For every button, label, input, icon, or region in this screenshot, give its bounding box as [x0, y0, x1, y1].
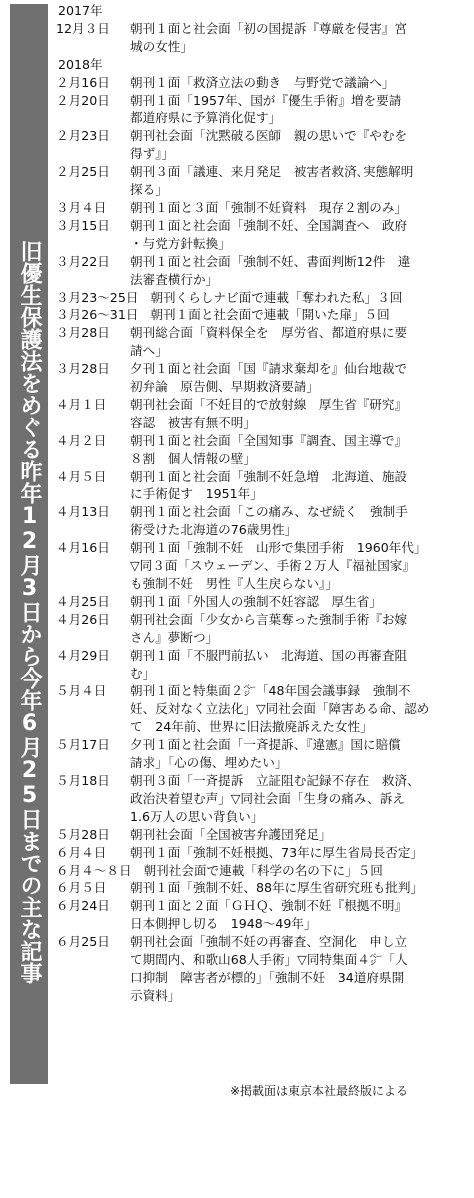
- entry-description: 朝刊社会面「不妊目的で放射線 厚生省『研究』 容認 被害有無不明」: [130, 396, 408, 430]
- entry-description: 夕刊１面と社会面「国『請求棄却を』仙台地裁で 初弁論 原告側、早期救済要請」: [130, 361, 408, 395]
- article-entry: [56, 74, 468, 92]
- article-entry: [56, 306, 468, 324]
- entry-description: 朝刊社会面「沈黙破る医師 親の思いで『やむを 得ず』」: [130, 128, 408, 162]
- article-entry: [56, 736, 468, 772]
- entry-date: ３月４日: [56, 199, 107, 215]
- article-entry: [56, 324, 468, 360]
- article-entry: [56, 879, 468, 897]
- entry-description: 夕刊１面と社会面「一斉提訴、『違憲』国に賠償 請求」「心の傷、埋めたい」: [130, 737, 401, 771]
- article-entry: [56, 844, 468, 862]
- entry-date: ２月25日: [56, 164, 110, 180]
- entry-description: 朝刊社会面「強制不妊の再審査、空洞化 申し立 て期間内、和歌山68人手術」▽同特集面４㌻「人 口抑制 障害者が標的」「強制不妊 34道府県開 示資料」: [130, 934, 408, 1003]
- article-entry: [56, 468, 468, 504]
- entry-date: 12月３日: [56, 20, 110, 36]
- entry-date: ６月４〜８日: [56, 862, 132, 878]
- year-label: 2018年: [58, 56, 103, 72]
- entry-date: ４月５日: [56, 468, 107, 484]
- entry-date: ５月28日: [56, 826, 110, 842]
- article-entry: [56, 92, 468, 128]
- entry-date: ３月28日: [56, 361, 110, 377]
- entry-description: 朝刊くらしナビ面で連載「奪われた私」３回: [150, 289, 403, 305]
- entry-description: 朝刊１面「1957年、国が『優生手術』増を要請 都道府県に予算消化促す」: [130, 92, 402, 126]
- footer-note: ※掲載面は東京本社最終版による: [230, 1084, 409, 1098]
- entry-description: 朝刊１面「外国人の強制不妊容認 厚生省」: [130, 593, 382, 609]
- entry-description: 朝刊３面「議連、来月発足 被害者救済､実態解明 探る」: [130, 164, 414, 198]
- entry-description: 朝刊社会面「少女から言葉奪った強制手術『お嫁 さん』夢断つ」: [130, 611, 408, 645]
- entry-description: 朝刊１面「強制不妊、88年に厚生省研究班も批判」: [130, 880, 424, 896]
- entry-date: ６月24日: [56, 898, 110, 914]
- entry-date: ２月20日: [56, 92, 110, 108]
- article-entry: [56, 682, 468, 736]
- article-entry: [56, 897, 468, 933]
- entry-date: ３月28日: [56, 325, 110, 341]
- entry-date: ３月23〜25日: [56, 289, 139, 305]
- entry-date: ２月16日: [56, 74, 110, 90]
- entry-date: ６月４日: [56, 844, 107, 860]
- article-entry: [56, 503, 468, 539]
- article-entry: [56, 289, 468, 307]
- entry-description: 朝刊１面と２面「ＧＨＱ、強制不妊『根拠不明』 日本側押し切る 1948〜49年」: [130, 898, 408, 932]
- entry-description: 朝刊３面「一斉提訴 立証阻む記録不存在 救済、 政治決着望む声」▽同社会面「生身の痛み、訴え 1.6万人の思い背負い」: [130, 772, 420, 824]
- entry-date: ３月26〜31日: [56, 307, 139, 323]
- article-entry: [56, 217, 468, 253]
- entry-description: 朝刊１面「強制不妊 山形で集団手術 1960年代」 ▽同３面「スウェーデン、手術２万人『福祉国家』 も強制不妊 男性『人生戻らない』」: [130, 540, 427, 591]
- entry-description: 朝刊１面と社会面「強制不妊、全国調査へ 政府 ・与党方針転換」: [130, 217, 408, 251]
- entry-description: 朝刊１面と社会面で連載「開いた扉」５回: [150, 307, 390, 323]
- entry-date: ５月４日: [56, 683, 107, 699]
- entry-description: 朝刊１面と３面「強制不妊資料 現存２割のみ」: [130, 199, 408, 215]
- entry-date: ６月25日: [56, 934, 110, 950]
- entry-date: ５月17日: [56, 737, 110, 753]
- entry-date: ３月22日: [56, 253, 110, 269]
- entry-description: 朝刊１面と社会面「全国知事『調査、国主導で』 ８割 個人情報の壁」: [130, 432, 408, 466]
- entry-description: 朝刊社会面「全国被害弁護団発足」: [130, 826, 332, 842]
- entry-date: ４月25日: [56, 593, 110, 609]
- entry-description: 朝刊総合面「資料保全を 厚労省、都道府県に要 請へ」: [130, 325, 408, 359]
- article-entry: [56, 253, 468, 289]
- article-entry: [56, 826, 468, 844]
- entry-description: 朝刊１面と社会面「強制不妊、書面判断12件 違 法審査横行か」: [130, 253, 411, 287]
- entry-date: ４月１日: [56, 396, 107, 412]
- entry-description: 朝刊１面と社会面「強制不妊急増 北海道、施設 に手術促す 1951年」: [130, 468, 408, 502]
- year-label: 2017年: [58, 3, 103, 18]
- entry-date: ４月16日: [56, 540, 110, 556]
- article-entry: [56, 396, 468, 432]
- entry-description: 朝刊１面「救済立法の動き 与野党で議論へ」: [130, 74, 395, 90]
- entry-description: 朝刊１面と社会面「初の国提訴『尊厳を侵害』宮 城の女性」: [130, 20, 408, 54]
- article-entry: [56, 20, 468, 56]
- entry-description: 朝刊１面と社会面「この痛み、なぜ続く 強制手 術受けた北海道の76歳男性」: [130, 504, 408, 538]
- article-entry: [56, 163, 468, 199]
- entry-date: ６月５日: [56, 880, 107, 896]
- entry-date: ４月29日: [56, 647, 110, 663]
- entry-date: ５月18日: [56, 772, 110, 788]
- article-entry: [56, 199, 468, 217]
- sidebar-title: 旧優生保護法をめぐる昨年12月3日から今年6月25日までの主な記事: [17, 240, 42, 984]
- entry-date: ４月２日: [56, 432, 107, 448]
- article-entry: [56, 593, 468, 611]
- entry-description: 朝刊社会面で連載「科学の名の下に」５回: [143, 862, 383, 878]
- article-entry: [56, 432, 468, 468]
- entry-date: ２月23日: [56, 128, 110, 144]
- article-entry: [56, 539, 468, 593]
- article-entry: [56, 127, 468, 163]
- article-entry: [56, 862, 468, 880]
- article-entry: [56, 933, 468, 1005]
- entry-description: 朝刊１面「不服門前払い 北海道、国の再審査阻 む」: [130, 647, 408, 681]
- article-entry: [56, 611, 468, 647]
- article-entry: [56, 647, 468, 683]
- entry-date: ３月15日: [56, 217, 110, 233]
- sidebar-title-bar: [10, 4, 48, 1084]
- entry-description: 朝刊１面と特集面２㌻「48年国会議事録 強制不 妊、反対なく立法化」▽同社会面「障害ある命、認め て 24年前、世界に旧法撤廃訴えた女性」: [130, 683, 430, 735]
- entry-date: ４月26日: [56, 611, 110, 627]
- entry-date: ４月13日: [56, 504, 110, 520]
- entry-description: 朝刊１面「強制不妊根拠、73年に厚生省局長否定」: [130, 844, 424, 860]
- article-entry: [56, 772, 468, 826]
- article-entry: [56, 360, 468, 396]
- article-list: [56, 2, 468, 1005]
